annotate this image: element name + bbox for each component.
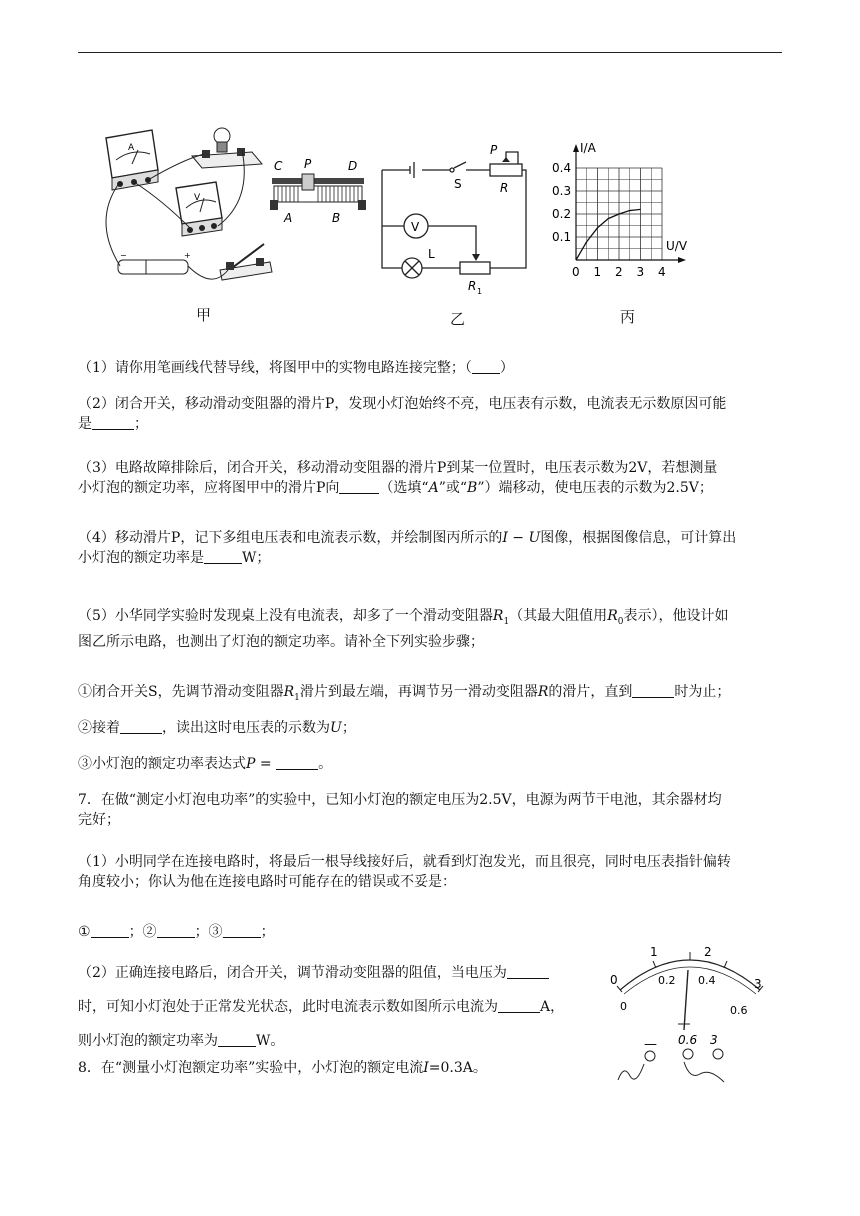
dial-bottom-0: 0 [620, 1000, 627, 1013]
figure-bing-label: 丙 [620, 308, 636, 326]
answer-blank[interactable] [632, 683, 674, 698]
terminal-06: 0.6 [678, 1033, 698, 1047]
meter-a-label: A [128, 143, 135, 153]
y-axis-arrow [573, 144, 579, 152]
answer-blank[interactable] [204, 549, 242, 564]
yi-label-s: S [454, 177, 462, 191]
letter-c: C [274, 159, 283, 173]
battery-icon [118, 251, 191, 274]
terminal-neg: — [644, 1037, 657, 1052]
voltmeter-device-icon [176, 182, 222, 236]
figure-yi-label: 乙 [450, 310, 466, 328]
question-4: （4）移动滑片P，记下多组电压表和电流表示数，并绘制图丙所示的I − U图像，根据图像信息，可计算出 小灯泡的额定功率是 W； [78, 530, 737, 566]
dial-bottom-3: 0.6 [730, 1004, 748, 1017]
meter-v-label: V [194, 193, 201, 203]
question-1: （1）请你用笔画线代替导线，将图甲中的实物电路连接完整；（ ） [78, 360, 514, 376]
x-tick-label: 2 [615, 265, 623, 279]
header-rule [78, 52, 782, 53]
question-8: 8．在“测量小灯泡额定功率”实验中，小灯泡的额定电流I=0.3A。 [78, 1060, 487, 1076]
y-axis-label: I/A [580, 141, 596, 155]
x-tick-label: 0 [572, 265, 580, 279]
yi-label-p: P [490, 143, 498, 157]
yi-label-v: V [411, 220, 420, 234]
yi-label-l: L [428, 247, 435, 261]
dial-top-1: 1 [650, 945, 658, 959]
question-7-2: （2）正确连接电路后，闭合开关，调节滑动变阻器的阻值，当电压为 时，可知小灯泡处于正常发光状态，此时电流表示数如图所示电流为 A， 则小灯泡的额定功率为 W。 [78, 965, 565, 1049]
lamp-icon [192, 128, 262, 168]
answer-blank[interactable] [472, 359, 500, 374]
yi-label-r: R [500, 181, 509, 195]
answer-blank[interactable] [120, 719, 162, 734]
figure-bing-iu-chart [540, 134, 700, 284]
x-tick-label: 3 [636, 265, 645, 279]
dial-top-3: 3 [754, 977, 762, 991]
x-tick-label: 1 [593, 265, 602, 279]
letter-b: B [332, 211, 341, 225]
letter-p: P [304, 157, 312, 171]
dial-top-2: 2 [704, 945, 712, 959]
step-2: ②接着 ，读出这时电压表的示数为U； [78, 720, 356, 736]
answer-blank[interactable] [91, 923, 129, 938]
ammeter-device-icon [106, 130, 158, 190]
answer-blank[interactable] [157, 923, 195, 938]
yi-label-r1: R [468, 279, 477, 293]
answer-blank[interactable] [339, 479, 379, 494]
svg-text:−: − [120, 251, 127, 260]
x-axis-label: U/V [666, 239, 688, 253]
answer-blank[interactable] [218, 1032, 256, 1047]
question-5: （5）小华同学实验时发现桌上没有电流表，却多了一个滑动变阻器$R_1$（其最大阻值用$R_0$表示），他设计如 图乙所示电路，也测出了灯泡的额定功率。请补全下列实验步骤； [78, 608, 729, 650]
ammeter-dial-figure [600, 940, 780, 1090]
rheostat-figure [266, 156, 370, 226]
x-tick-label: 4 [658, 265, 666, 279]
question-7-1: （1）小明同学在连接电路时，将最后一根导线接好后，就看到灯泡发光，而且很亮，同时电压表指针偏转 角度较小；你认为他在连接电路时可能存在的错误或不妥是： [78, 854, 731, 890]
question-7-choices: ① ；② ；③ ； [78, 924, 275, 940]
dial-bottom-1: 0.2 [658, 974, 676, 987]
figure-jia-real-circuit [92, 120, 292, 298]
svg-text:+: + [184, 251, 191, 260]
y-tick-label: 0.4 [552, 161, 572, 175]
letter-d: D [348, 159, 358, 173]
figure-jia-label: 甲 [196, 306, 212, 324]
yi-label-r1-sub: 1 [477, 287, 483, 296]
step-3: ③小灯泡的额定功率表达式P = 。 [78, 756, 333, 772]
switch-icon [220, 244, 272, 280]
dial-bottom-2: 0.4 [698, 974, 716, 987]
question-3: （3）电路故障排除后，闭合开关，移动滑动变阻器的滑片P到某一位置时，电压表示数为2V，若想测量 小灯泡的额定功率，应将图甲中的滑片P向 （选填“A”或“B”）端移动，使电压表的示数为2.5V； [78, 460, 718, 496]
x-axis-arrow [678, 257, 686, 263]
dial-top-0: 0 [610, 973, 618, 987]
answer-blank[interactable] [92, 415, 134, 430]
letter-a: A [284, 211, 293, 225]
figure-yi-circuit-diagram [372, 140, 532, 300]
answer-blank[interactable] [507, 964, 549, 979]
answer-blank[interactable] [498, 998, 540, 1013]
question-7: 7．在做“测定小灯泡电功率”的实验中，已知小灯泡的额定电压为2.5V，电源为两节干电池，其余器材均 完好； [78, 792, 722, 828]
answer-blank[interactable] [223, 923, 261, 938]
terminal-3: 3 [710, 1033, 718, 1047]
dial-needle [684, 970, 688, 1030]
y-tick-label: 0.2 [552, 207, 572, 221]
y-tick-label: 0.3 [552, 184, 572, 198]
step-1: ①闭合开关S，先调节滑动变阻器$R_1$滑片到最左端，再调节另一滑动变阻器R的滑片，直到 时为止； [78, 684, 731, 703]
y-tick-label: 0.1 [552, 230, 572, 244]
question-2: （2）闭合开关，移动滑动变阻器的滑片P，发现小灯泡始终不亮，电压表有示数，电流表无示数原因可能 是 ； [78, 396, 727, 432]
answer-blank[interactable] [276, 755, 318, 770]
